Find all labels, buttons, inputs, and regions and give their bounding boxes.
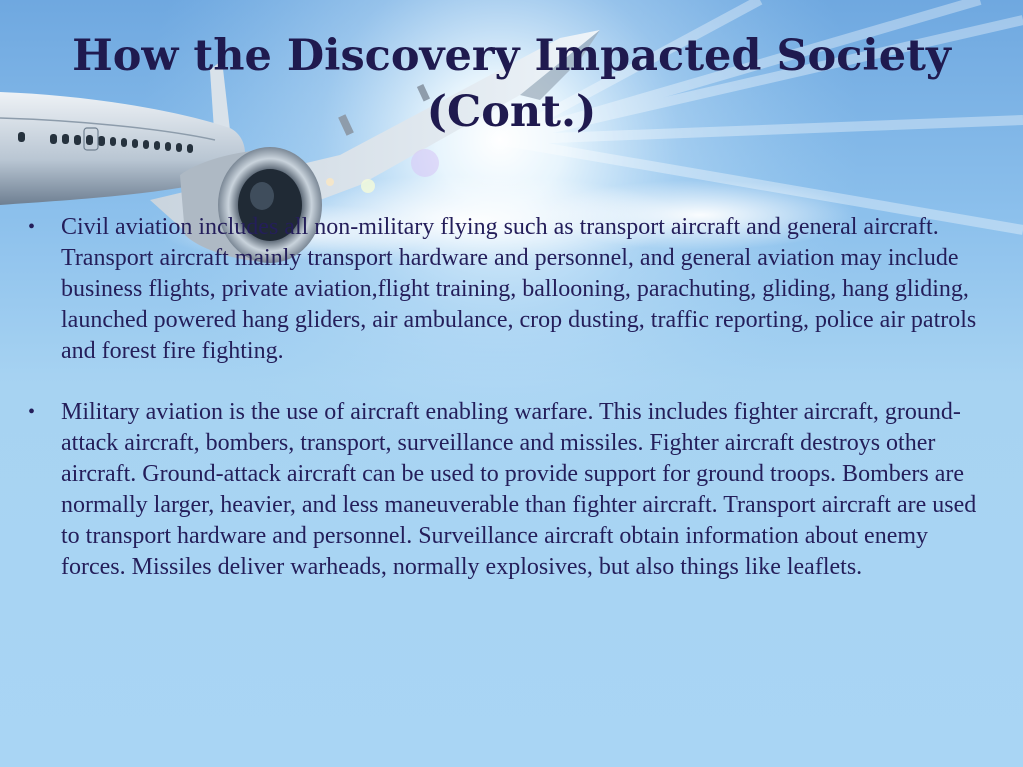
bullet-text: Military aviation is the use of aircraft enabling warfare. This includes fighter aircraft, ground-attack aircraft, bombers, transport, surveillance and missiles. Fighter aircraft destroys other aircraft. Ground-attack aircraft can be used to provide support for ground troops. Bombers are normally larger, heavier, and less maneuverable than fighter aircraft. Transport aircraft are used to transport hardware and personnel. Surveillance aircraft obtain information about enemy forces. Missiles deliver warheads, normally explosives, but also things like leaflets. bbox=[61, 399, 977, 580]
bullet-item-civil-aviation bbox=[28, 212, 993, 367]
title-line-1: How the Discovery Impacted Society bbox=[72, 31, 951, 81]
bullet-item-military-aviation bbox=[28, 397, 993, 583]
title-line-2: (Cont.) bbox=[426, 87, 597, 137]
bullet-dot-icon: • bbox=[28, 216, 36, 238]
bullet-list bbox=[28, 212, 993, 613]
slide-title bbox=[40, 28, 983, 140]
bullet-text: Civil aviation includes all non-military flying such as transport aircraft and general aircraft. Transport aircraft mainly transport hardware and personnel, and general aviation may include business flights, private aviation,flight training, ballooning, parachuting, gliding, hang gliding, launched powered hang gliders, air ambulance, crop dusting, traffic reporting, police air patrols and forest fire fighting. bbox=[61, 214, 977, 364]
bullet-dot-icon: • bbox=[28, 401, 36, 423]
